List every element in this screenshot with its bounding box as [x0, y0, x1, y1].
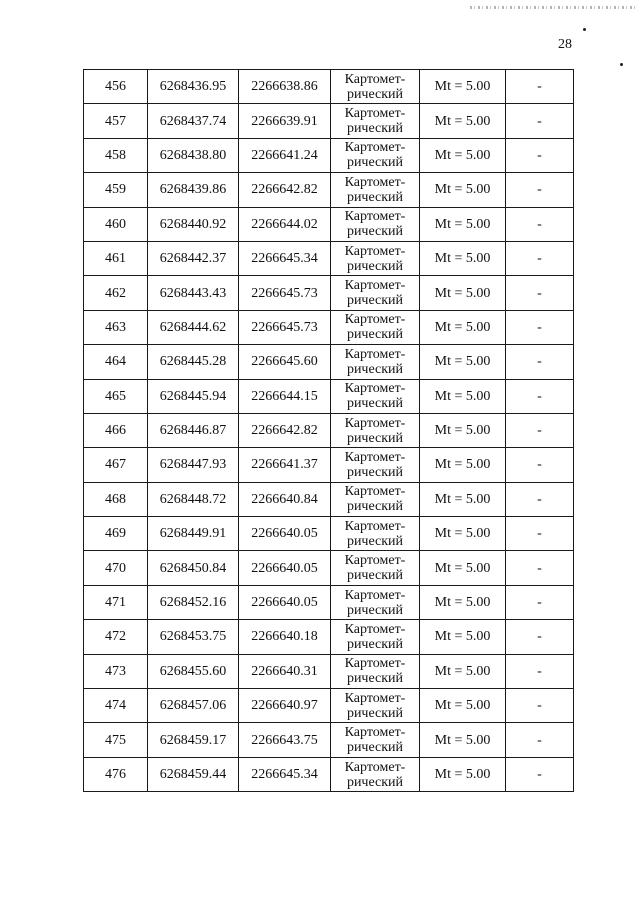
point-number-cell: 465 — [84, 379, 148, 413]
method-line-2: рический — [346, 258, 404, 274]
method-line-1: Картомет- — [344, 140, 406, 156]
method-cell — [331, 620, 420, 654]
accuracy-cell: Mt = 5.00 — [420, 379, 506, 413]
page-number: 28 — [558, 37, 572, 52]
method-cell — [331, 207, 420, 241]
note-cell: - — [506, 654, 574, 688]
note-cell: - — [506, 310, 574, 344]
table-row — [84, 482, 574, 516]
method-line-1: Картомет- — [344, 656, 406, 672]
method-cell — [331, 70, 420, 104]
method-line-1: Картомет- — [344, 381, 406, 397]
point-number-cell: 459 — [84, 173, 148, 207]
method-line-1: Картомет- — [344, 243, 406, 259]
method-line-2: рический — [346, 740, 404, 756]
y-coordinate-cell: 2266643.75 — [239, 723, 331, 757]
y-coordinate-cell: 2266638.86 — [239, 70, 331, 104]
method-cell — [331, 276, 420, 310]
point-number-cell: 457 — [84, 104, 148, 138]
table-row — [84, 241, 574, 275]
method-cell — [331, 173, 420, 207]
method-line-2: рический — [346, 293, 404, 309]
point-number-cell: 475 — [84, 723, 148, 757]
method-line-1: Картомет- — [344, 690, 406, 706]
accuracy-cell: Mt = 5.00 — [420, 70, 506, 104]
method-line-2: рический — [346, 533, 404, 549]
accuracy-cell: Mt = 5.00 — [420, 517, 506, 551]
method-line-1: Картомет- — [344, 106, 406, 122]
point-number-cell: 473 — [84, 654, 148, 688]
note-cell: - — [506, 689, 574, 723]
point-number-cell: 472 — [84, 620, 148, 654]
point-number-cell: 474 — [84, 689, 148, 723]
y-coordinate-cell: 2266640.31 — [239, 654, 331, 688]
method-line-2: рический — [346, 464, 404, 480]
method-line-1: Картомет- — [344, 518, 406, 534]
method-cell — [331, 757, 420, 791]
table-row — [84, 379, 574, 413]
method-cell — [331, 482, 420, 516]
y-coordinate-cell: 2266640.97 — [239, 689, 331, 723]
method-line-2: рический — [346, 224, 404, 240]
x-coordinate-cell: 6268439.86 — [148, 173, 239, 207]
point-number-cell: 464 — [84, 345, 148, 379]
accuracy-cell: Mt = 5.00 — [420, 757, 506, 791]
method-line-1: Картомет- — [344, 415, 406, 431]
y-coordinate-cell: 2266639.91 — [239, 104, 331, 138]
method-line-1: Картомет- — [344, 484, 406, 500]
point-number-cell: 462 — [84, 276, 148, 310]
note-cell: - — [506, 104, 574, 138]
y-coordinate-cell: 2266642.82 — [239, 413, 331, 447]
method-line-2: рический — [346, 774, 404, 790]
note-cell: - — [506, 448, 574, 482]
note-cell: - — [506, 585, 574, 619]
note-cell: - — [506, 723, 574, 757]
y-coordinate-cell: 2266640.18 — [239, 620, 331, 654]
method-line-1: Картомет- — [344, 553, 406, 569]
method-line-2: рический — [346, 499, 404, 515]
point-number-cell: 468 — [84, 482, 148, 516]
method-line-1: Картомет- — [344, 174, 406, 190]
point-number-cell: 461 — [84, 241, 148, 275]
table-row — [84, 585, 574, 619]
note-cell: - — [506, 173, 574, 207]
method-cell — [331, 551, 420, 585]
method-cell — [331, 654, 420, 688]
x-coordinate-cell: 6268455.60 — [148, 654, 239, 688]
method-line-2: рический — [346, 86, 404, 102]
table-row — [84, 104, 574, 138]
coordinates-table — [83, 69, 574, 792]
method-line-2: рический — [346, 155, 404, 171]
y-coordinate-cell: 2266645.60 — [239, 345, 331, 379]
x-coordinate-cell: 6268443.43 — [148, 276, 239, 310]
note-cell: - — [506, 379, 574, 413]
note-cell: - — [506, 276, 574, 310]
method-cell — [331, 379, 420, 413]
scan-speck — [583, 28, 586, 31]
table-row — [84, 70, 574, 104]
note-cell: - — [506, 482, 574, 516]
y-coordinate-cell: 2266640.05 — [239, 585, 331, 619]
method-line-1: Картомет- — [344, 587, 406, 603]
x-coordinate-cell: 6268436.95 — [148, 70, 239, 104]
point-number-cell: 463 — [84, 310, 148, 344]
table-row — [84, 517, 574, 551]
method-cell — [331, 723, 420, 757]
method-line-2: рический — [346, 568, 404, 584]
note-cell: - — [506, 70, 574, 104]
y-coordinate-cell: 2266642.82 — [239, 173, 331, 207]
accuracy-cell: Mt = 5.00 — [420, 104, 506, 138]
y-coordinate-cell: 2266644.15 — [239, 379, 331, 413]
method-cell — [331, 448, 420, 482]
point-number-cell: 458 — [84, 138, 148, 172]
table-row — [84, 757, 574, 791]
point-number-cell: 456 — [84, 70, 148, 104]
accuracy-cell: Mt = 5.00 — [420, 310, 506, 344]
accuracy-cell: Mt = 5.00 — [420, 551, 506, 585]
accuracy-cell: Mt = 5.00 — [420, 620, 506, 654]
method-line-1: Картомет- — [344, 621, 406, 637]
y-coordinate-cell: 2266640.05 — [239, 551, 331, 585]
point-number-cell: 466 — [84, 413, 148, 447]
method-line-1: Картомет- — [344, 346, 406, 362]
y-coordinate-cell: 2266645.73 — [239, 276, 331, 310]
y-coordinate-cell: 2266645.34 — [239, 757, 331, 791]
table-row — [84, 654, 574, 688]
point-number-cell: 460 — [84, 207, 148, 241]
x-coordinate-cell: 6268459.44 — [148, 757, 239, 791]
x-coordinate-cell: 6268446.87 — [148, 413, 239, 447]
note-cell: - — [506, 551, 574, 585]
method-line-2: рический — [346, 189, 404, 205]
point-number-cell: 476 — [84, 757, 148, 791]
method-line-2: рический — [346, 705, 404, 721]
method-line-2: рический — [346, 327, 404, 343]
method-line-1: Картомет- — [344, 759, 406, 775]
x-coordinate-cell: 6268445.94 — [148, 379, 239, 413]
scan-speck — [620, 63, 623, 66]
method-line-2: рический — [346, 396, 404, 412]
x-coordinate-cell: 6268453.75 — [148, 620, 239, 654]
table-row — [84, 620, 574, 654]
table-row — [84, 413, 574, 447]
method-line-2: рический — [346, 121, 404, 137]
note-cell: - — [506, 241, 574, 275]
method-line-2: рический — [346, 636, 404, 652]
accuracy-cell: Mt = 5.00 — [420, 654, 506, 688]
x-coordinate-cell: 6268438.80 — [148, 138, 239, 172]
table-row — [84, 723, 574, 757]
accuracy-cell: Mt = 5.00 — [420, 241, 506, 275]
table-row — [84, 448, 574, 482]
method-line-1: Картомет- — [344, 278, 406, 294]
accuracy-cell: Mt = 5.00 — [420, 585, 506, 619]
accuracy-cell: Mt = 5.00 — [420, 413, 506, 447]
note-cell: - — [506, 413, 574, 447]
coordinates-table-body — [84, 70, 574, 792]
table-row — [84, 551, 574, 585]
method-line-1: Картомет- — [344, 449, 406, 465]
method-line-1: Картомет- — [344, 725, 406, 741]
x-coordinate-cell: 6268459.17 — [148, 723, 239, 757]
method-line-2: рический — [346, 430, 404, 446]
method-cell — [331, 138, 420, 172]
method-cell — [331, 104, 420, 138]
table-row — [84, 207, 574, 241]
method-cell — [331, 689, 420, 723]
method-cell — [331, 310, 420, 344]
note-cell: - — [506, 345, 574, 379]
table-row — [84, 689, 574, 723]
method-line-1: Картомет- — [344, 71, 406, 87]
x-coordinate-cell: 6268450.84 — [148, 551, 239, 585]
accuracy-cell: Mt = 5.00 — [420, 482, 506, 516]
point-number-cell: 471 — [84, 585, 148, 619]
x-coordinate-cell: 6268448.72 — [148, 482, 239, 516]
table-row — [84, 345, 574, 379]
x-coordinate-cell: 6268457.06 — [148, 689, 239, 723]
accuracy-cell: Mt = 5.00 — [420, 723, 506, 757]
method-cell — [331, 517, 420, 551]
method-line-2: рический — [346, 671, 404, 687]
x-coordinate-cell: 6268442.37 — [148, 241, 239, 275]
accuracy-cell: Mt = 5.00 — [420, 138, 506, 172]
point-number-cell: 467 — [84, 448, 148, 482]
method-line-1: Картомет- — [344, 209, 406, 225]
note-cell: - — [506, 757, 574, 791]
note-cell: - — [506, 207, 574, 241]
y-coordinate-cell: 2266641.24 — [239, 138, 331, 172]
y-coordinate-cell: 2266640.05 — [239, 517, 331, 551]
accuracy-cell: Mt = 5.00 — [420, 207, 506, 241]
x-coordinate-cell: 6268444.62 — [148, 310, 239, 344]
x-coordinate-cell: 6268452.16 — [148, 585, 239, 619]
note-cell: - — [506, 138, 574, 172]
accuracy-cell: Mt = 5.00 — [420, 276, 506, 310]
y-coordinate-cell: 2266641.37 — [239, 448, 331, 482]
accuracy-cell: Mt = 5.00 — [420, 689, 506, 723]
accuracy-cell: Mt = 5.00 — [420, 173, 506, 207]
method-line-2: рический — [346, 602, 404, 618]
y-coordinate-cell: 2266644.02 — [239, 207, 331, 241]
table-row — [84, 173, 574, 207]
x-coordinate-cell: 6268449.91 — [148, 517, 239, 551]
y-coordinate-cell: 2266645.34 — [239, 241, 331, 275]
x-coordinate-cell: 6268445.28 — [148, 345, 239, 379]
note-cell: - — [506, 517, 574, 551]
note-cell: - — [506, 620, 574, 654]
point-number-cell: 470 — [84, 551, 148, 585]
scan-noise — [470, 6, 638, 9]
table-row — [84, 310, 574, 344]
table-row — [84, 276, 574, 310]
x-coordinate-cell: 6268440.92 — [148, 207, 239, 241]
accuracy-cell: Mt = 5.00 — [420, 345, 506, 379]
method-line-1: Картомет- — [344, 312, 406, 328]
table-row — [84, 138, 574, 172]
method-cell — [331, 585, 420, 619]
method-cell — [331, 413, 420, 447]
method-line-2: рический — [346, 361, 404, 377]
method-cell — [331, 345, 420, 379]
x-coordinate-cell: 6268437.74 — [148, 104, 239, 138]
method-cell — [331, 241, 420, 275]
y-coordinate-cell: 2266645.73 — [239, 310, 331, 344]
x-coordinate-cell: 6268447.93 — [148, 448, 239, 482]
accuracy-cell: Mt = 5.00 — [420, 448, 506, 482]
point-number-cell: 469 — [84, 517, 148, 551]
y-coordinate-cell: 2266640.84 — [239, 482, 331, 516]
